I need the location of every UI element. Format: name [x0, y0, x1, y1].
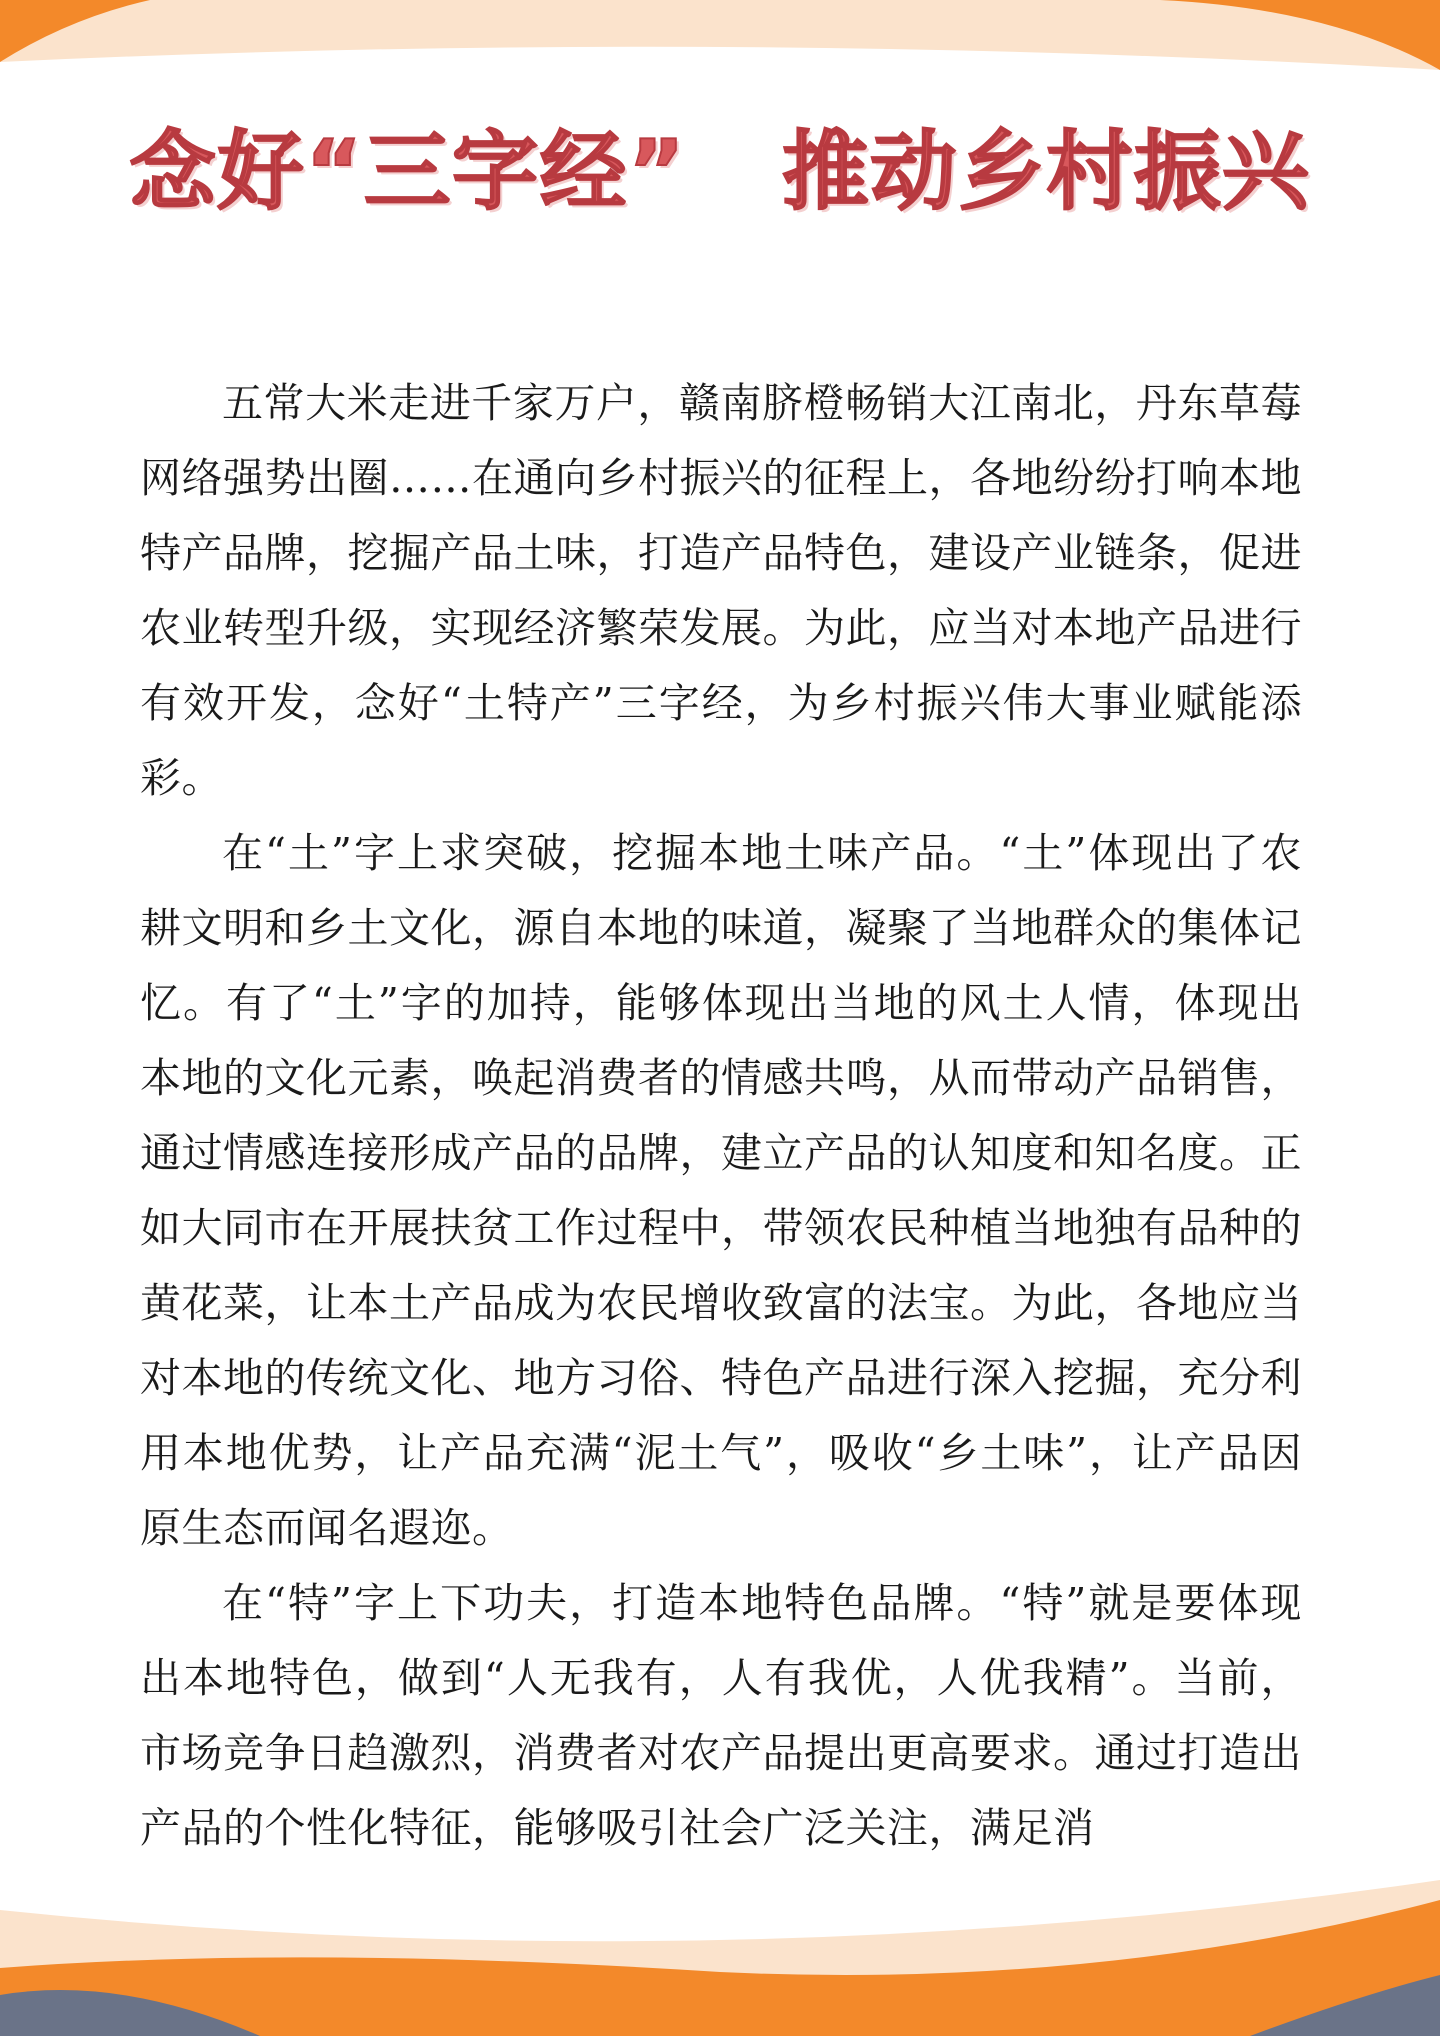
- paragraph-tu: 在“土”字上求突破，挖掘本地土味产品。“土”体现出了农耕文明和乡土文化，源自本地的味道，凝聚了当地群众的集体记忆。有了“土”字的加持，能够体现出当地的风土人情，体现出本地的文化元素，唤起消费者的情感共鸣，从而带动产品销售，通过情感连接形成产品的品牌，建立产品的认知度和知名度。正如大同市在开展扶贫工作过程中，带领农民种植当地独有品种的黄花菜，让本土产品成为农民增收致富的法宝。为此，各地应当对本地的传统文化、地方习俗、特色产品进行深入挖掘，充分利用本地优势，让产品充满“泥土气”，吸收“乡土味”，让产品因原生态而闻名遐迩。: [140, 829, 1302, 1552]
- paragraph-intro: 五常大米走进千家万户，赣南脐橙畅销大江南北，丹东草莓网络强势出圈……在通向乡村振兴的征程上，各地纷纷打响本地特产品牌，挖掘产品土味，打造产品特色，建设产业链条，促进农业转型升级，实现经济繁荣发展。为此，应当对本地产品进行有效开发，念好“土特产”三字经，为乡村振兴伟大事业赋能添彩。: [140, 379, 1302, 802]
- page-title: 念好“三字经” 推动乡村振兴: [129, 122, 1311, 222]
- paragraph-te: 在“特”字上下功夫，打造本地特色品牌。“特”就是要体现出本地特色，做到“人无我有，人有我优，人优我精”。当前，市场竞争日趋激烈，消费者对农产品提出更高要求。通过打造出产品的个性化特征，能够吸引社会广泛关注，满足消: [140, 1579, 1302, 1852]
- article-body: [140, 366, 1302, 1866]
- top-peach-band: [0, 0, 1440, 70]
